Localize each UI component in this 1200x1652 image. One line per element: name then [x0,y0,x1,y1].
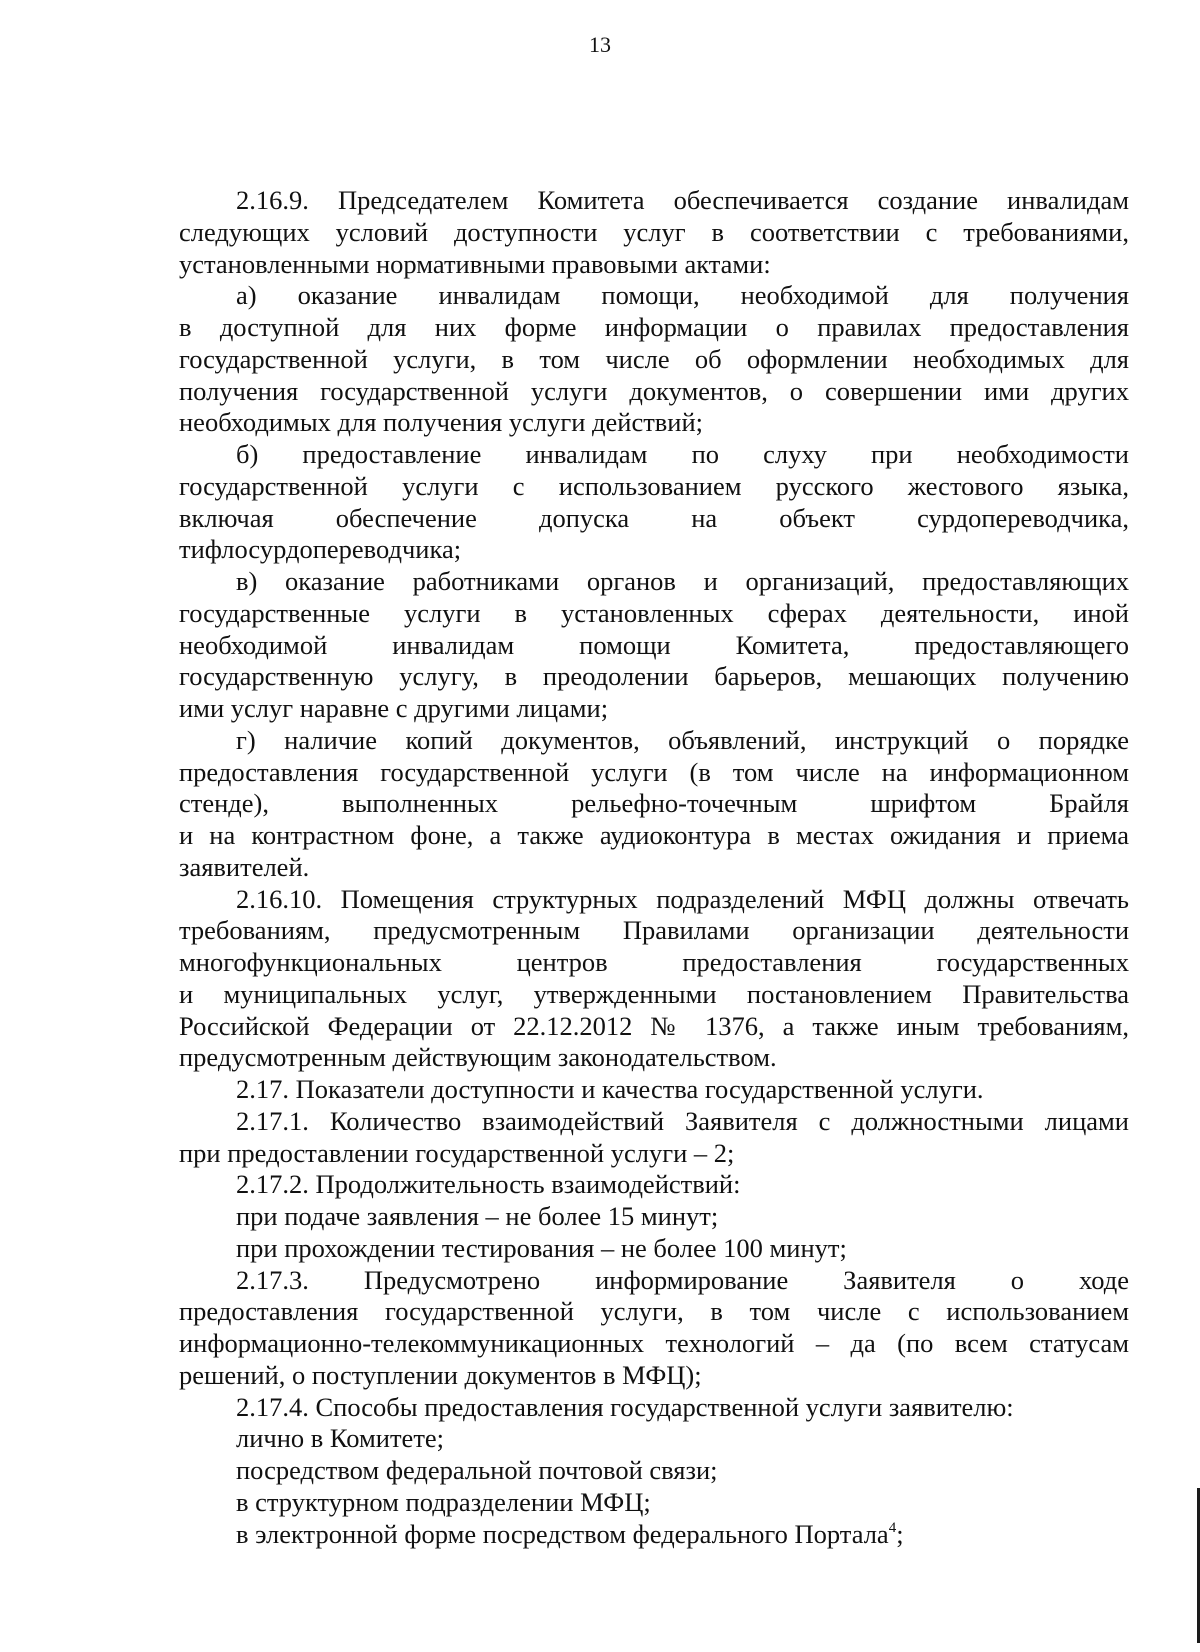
text-line: предусмотренным действующим законодательством. [179,1042,777,1073]
text-line: в доступной для них форме информации о правилах предоставления [179,312,1129,342]
text-line: 2.16.10. Помещения структурных подразделений МФЦ должны отвечать [236,883,1129,914]
text-line: 2.17.3. Предусмотрено информирование Заявителя о ходе [236,1264,1129,1295]
text-line: 2.16.9. Председателем Комитета обеспечивается создание инвалидам [236,185,1129,215]
text-line: требованиям, предусмотренным Правилами организации деятельности [179,915,1129,946]
footnote-marker: 4 [888,1519,897,1536]
text-line: государственной услуги с использованием русского жестового языка, [179,470,1129,501]
text-line: в) оказание работниками органов и организаций, предоставляющих [236,566,1129,596]
text-line: государственную услугу, в преодолении барьеров, мешающих получению [179,661,1129,692]
text-line: 2.17.4. Способы предоставления государственной услуги заявителю: [236,1391,1014,1422]
text-line: 2.17. Показатели доступности и качества государственной услуги. [236,1074,984,1104]
text-line: решений, о поступлении документов в МФЦ); [179,1359,702,1390]
text-line: необходимой инвалидам помощи Комитета, предоставляющего [179,629,1129,660]
text-line: б) предоставление инвалидам по слуху при необходимости [236,439,1129,469]
text-line: многофункциональных центров предоставления государственных [179,947,1129,977]
text-line: посредством федеральной почтовой связи; [236,1455,718,1485]
text-line: при прохождении тестирования – не более 100 минут; [236,1232,847,1263]
text-line: заявителей. [179,851,310,882]
text-line: необходимых для получения услуги действий; [179,407,704,438]
text-line: информационно-телекоммуникационных технологий – да (по всем статусам [179,1328,1129,1358]
text-line: и муниципальных услуг, утвержденными постановлением Правительства [179,978,1129,1009]
text-line: следующих условий доступности услуг в соответствии с требованиями, [179,216,1129,247]
text-line: 2.17.1. Количество взаимодействий Заявителя с должностными лицами [236,1105,1129,1136]
text-line: стенде), выполненных рельефно-точечным шрифтом Брайля [179,788,1129,819]
text-line: г) наличие копий документов, объявлений, инструкций о порядке [236,724,1129,755]
text-line: тифлосурдопереводчика; [179,534,462,565]
page-number: 13 [589,32,611,57]
text-line-body: в электронной форме посредством федерального Портала [236,1518,889,1549]
text-line [179,1519,1129,1551]
text-line: Российской Федерации от 22.12.2012 № 1376, а также иным требованиям, [179,1010,1129,1041]
text-line-tail: ; [896,1518,904,1549]
text-line: в структурном подразделении МФЦ; [236,1486,651,1517]
document-body [179,185,1129,1550]
text-line: лично в Комитете; [236,1423,445,1454]
text-line: 2.17.2. Продолжительность взаимодействий: [236,1169,741,1200]
text-line: включая обеспечение допуска на объект сурдопереводчика, [179,502,1129,533]
text-line: при предоставлении государственной услуги – 2; [179,1137,735,1168]
text-line: установленными нормативными правовыми актами: [179,248,771,279]
text-line: ими услуг наравне с другими лицами; [179,693,609,723]
text-line: государственной услуги, в том числе об оформлении необходимых для [179,343,1129,374]
text-line: а) оказание инвалидам помощи, необходимой для получения [236,280,1129,311]
text-line: предоставления государственной услуги, в том числе с использованием [179,1296,1129,1327]
text-line: предоставления государственной услуги (в том числе на информационном [179,756,1129,787]
text-line: государственные услуги в установленных сферах деятельности, иной [179,597,1129,628]
text-line: при подаче заявления – не более 15 минут; [236,1201,719,1231]
text-line: получения государственной услуги документов, о совершении ими других [179,375,1129,406]
text-line: и на контрастном фоне, а также аудиоконтура в местах ожидания и приема [179,820,1129,850]
